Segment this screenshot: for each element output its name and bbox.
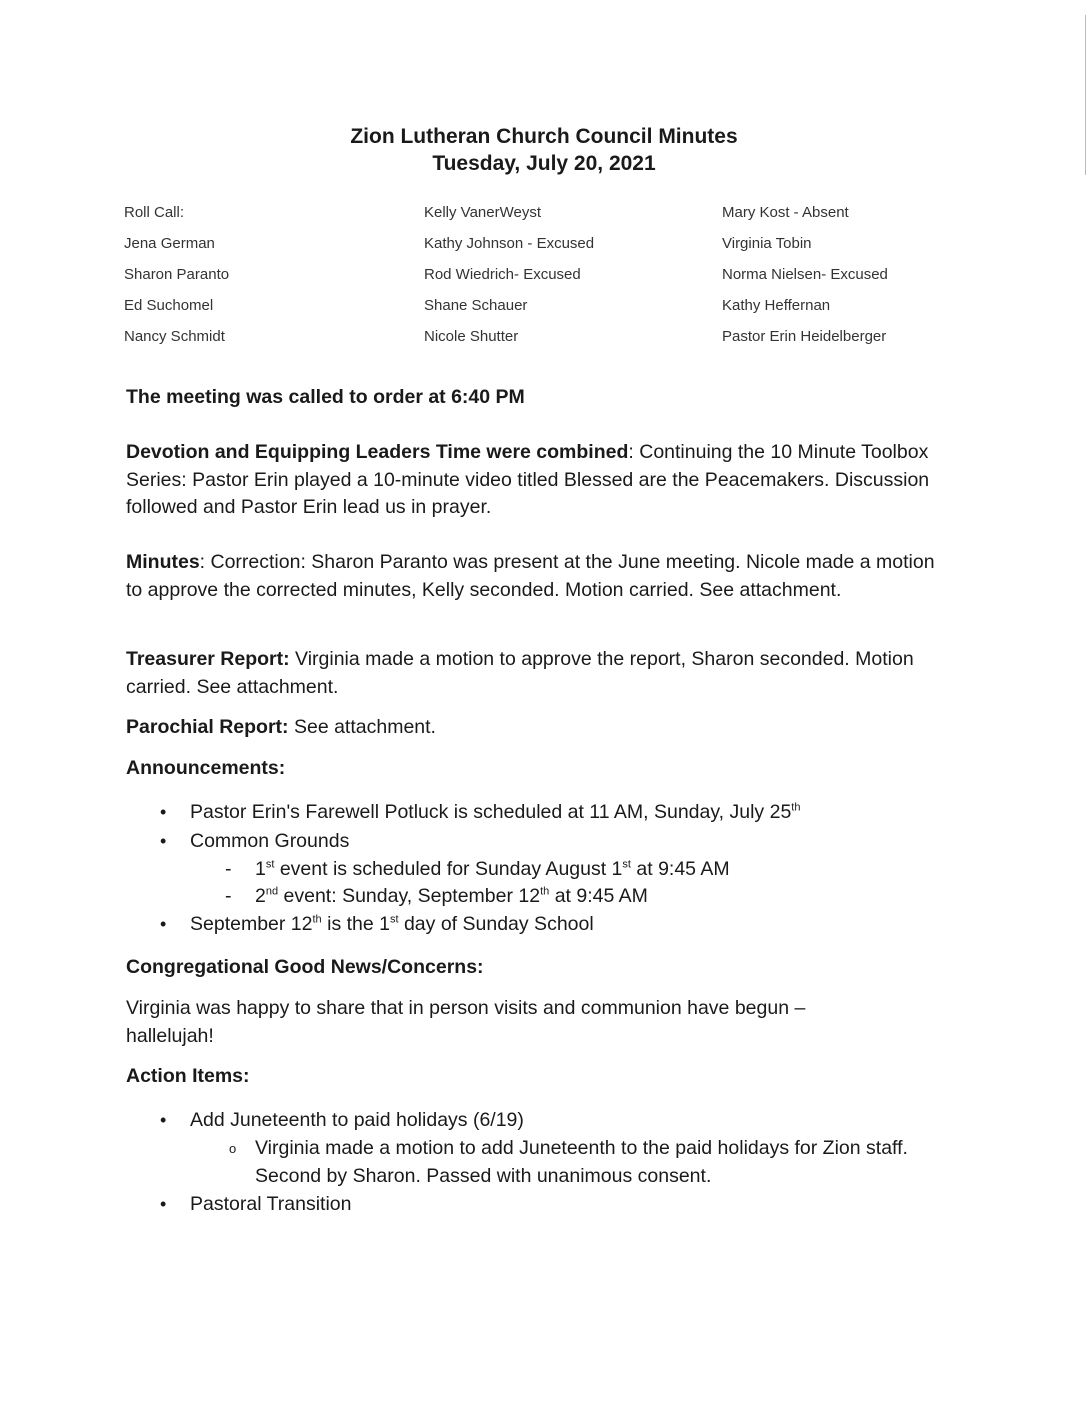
parochial-heading: Parochial Report: [126, 716, 289, 738]
sub-item-text: 2 [255, 885, 266, 907]
roll-call-column-3 [722, 200, 888, 355]
devotion-heading: Devotion and Equipping Leaders Time were combined [126, 441, 629, 463]
roll-call-entry: Kathy Heffernan [722, 297, 831, 314]
list-item [126, 1190, 936, 1219]
roll-call-entry: Ed Suchomel [124, 297, 214, 314]
roll-call-entry: Mary Kost - Absent [722, 204, 849, 221]
list-item [126, 1106, 936, 1135]
roll-call-entry: Jena German [124, 235, 215, 252]
call-to-order-text: The meeting was called to order at 6:40 PM [126, 386, 525, 408]
minutes-section [126, 549, 956, 604]
sub-list-item [126, 883, 956, 910]
devotion-text: : Continuing the 10 Minute Toolbox Series: Pastor Erin played a 10-minute video titled Blessed are the Peacemakers. Discussion followed and Pastor Erin lead us in prayer. [126, 441, 930, 518]
roll-call-column-2 [424, 200, 594, 355]
action-items-heading: Action Items: [126, 1065, 250, 1087]
list-item [126, 910, 956, 939]
announcement-item-text: day of Sunday School [398, 913, 594, 935]
list-item [126, 798, 956, 827]
ordinal-suffix: nd [265, 885, 279, 898]
good-news-text: Virginia was happy to share that in person visits and communion have begun – hallelujah! [126, 997, 806, 1047]
call-to-order [126, 384, 956, 412]
minutes-heading: Minutes [126, 551, 200, 573]
sub-item-text: at 9:45 AM [549, 885, 648, 907]
parochial-section [126, 714, 956, 742]
roll-call-entry: Nicole Shutter [424, 328, 519, 345]
sub-list-item [126, 856, 956, 883]
announcements-heading-block [126, 755, 956, 783]
treasurer-text: Virginia made a motion to approve the report, Sharon seconded. Motion carried. See attachment. [126, 648, 914, 698]
ordinal-suffix: th [312, 913, 322, 926]
treasurer-section [126, 646, 956, 701]
parochial-text: See attachment. [288, 716, 436, 738]
list-item [126, 827, 956, 856]
action-item-text: Pastoral Transition [190, 1193, 352, 1215]
minutes-text: : Correction: Sharon Paranto was present at the June meeting. Nicole made a motion to approve the corrected minutes, Kelly seconded. Motion carried. See attachment. [126, 551, 935, 601]
good-news-heading: Congregational Good News/Concerns: [126, 956, 484, 978]
sub-item-text: event is scheduled for Sunday August 1 [274, 858, 623, 880]
announcements-list [126, 798, 956, 939]
announcement-item-text: Common Grounds [190, 830, 350, 852]
sub-item-text: at 9:45 AM [630, 858, 730, 880]
roll-call-entry: Pastor Erin Heidelberger [722, 328, 887, 345]
roll-call-entry: Nancy Schmidt [124, 328, 225, 345]
action-items-list [126, 1106, 936, 1219]
ordinal-suffix: st [389, 913, 399, 926]
action-items-heading-block [126, 1063, 956, 1091]
roll-call-entry: Kathy Johnson - Excused [424, 235, 595, 252]
ordinal-suffix: st [622, 858, 631, 871]
sub-item-text: 1 [255, 858, 266, 880]
roll-call-column-1 [124, 200, 229, 355]
ordinal-suffix: st [265, 858, 275, 871]
roll-call-entry: Roll Call: [124, 204, 185, 221]
action-item-sub-text: Virginia made a motion to add Juneteenth to the paid holidays for Zion staff. Second by Sharon. Passed with unanimous consent. [255, 1137, 908, 1187]
good-news-section [126, 995, 886, 1050]
roll-call-entry: Sharon Paranto [124, 266, 230, 283]
roll-call-entry: Shane Schauer [424, 297, 528, 314]
sub-list-item [126, 1135, 936, 1190]
roll-call-entry: Norma Nielsen- Excused [722, 266, 888, 283]
ordinal-suffix: th [791, 801, 801, 814]
sub-item-text: event: Sunday, September 12 [278, 885, 541, 907]
announcements-heading: Announcements: [126, 757, 286, 779]
announcement-item-text: is the 1 [321, 913, 390, 935]
devotion-section [126, 439, 956, 522]
treasurer-heading: Treasurer Report: [126, 648, 290, 670]
roll-call-entry: Rod Wiedrich- Excused [424, 266, 581, 283]
action-item-text: Add Juneteenth to paid holidays (6/19) [190, 1109, 524, 1131]
ordinal-suffix: th [540, 885, 550, 898]
announcement-item-text: September 12 [190, 913, 313, 935]
document-title: Zion Lutheran Church Council Minutes [350, 125, 738, 148]
roll-call-entry: Kelly VanerWeyst [424, 204, 541, 221]
roll-call-entry: Virginia Tobin [722, 235, 812, 252]
announcement-item-text: Pastor Erin's Farewell Potluck is scheduled at 11 AM, Sunday, July 25 [190, 801, 792, 823]
document-date: Tuesday, July 20, 2021 [432, 152, 656, 175]
good-news-heading-block [126, 954, 956, 982]
